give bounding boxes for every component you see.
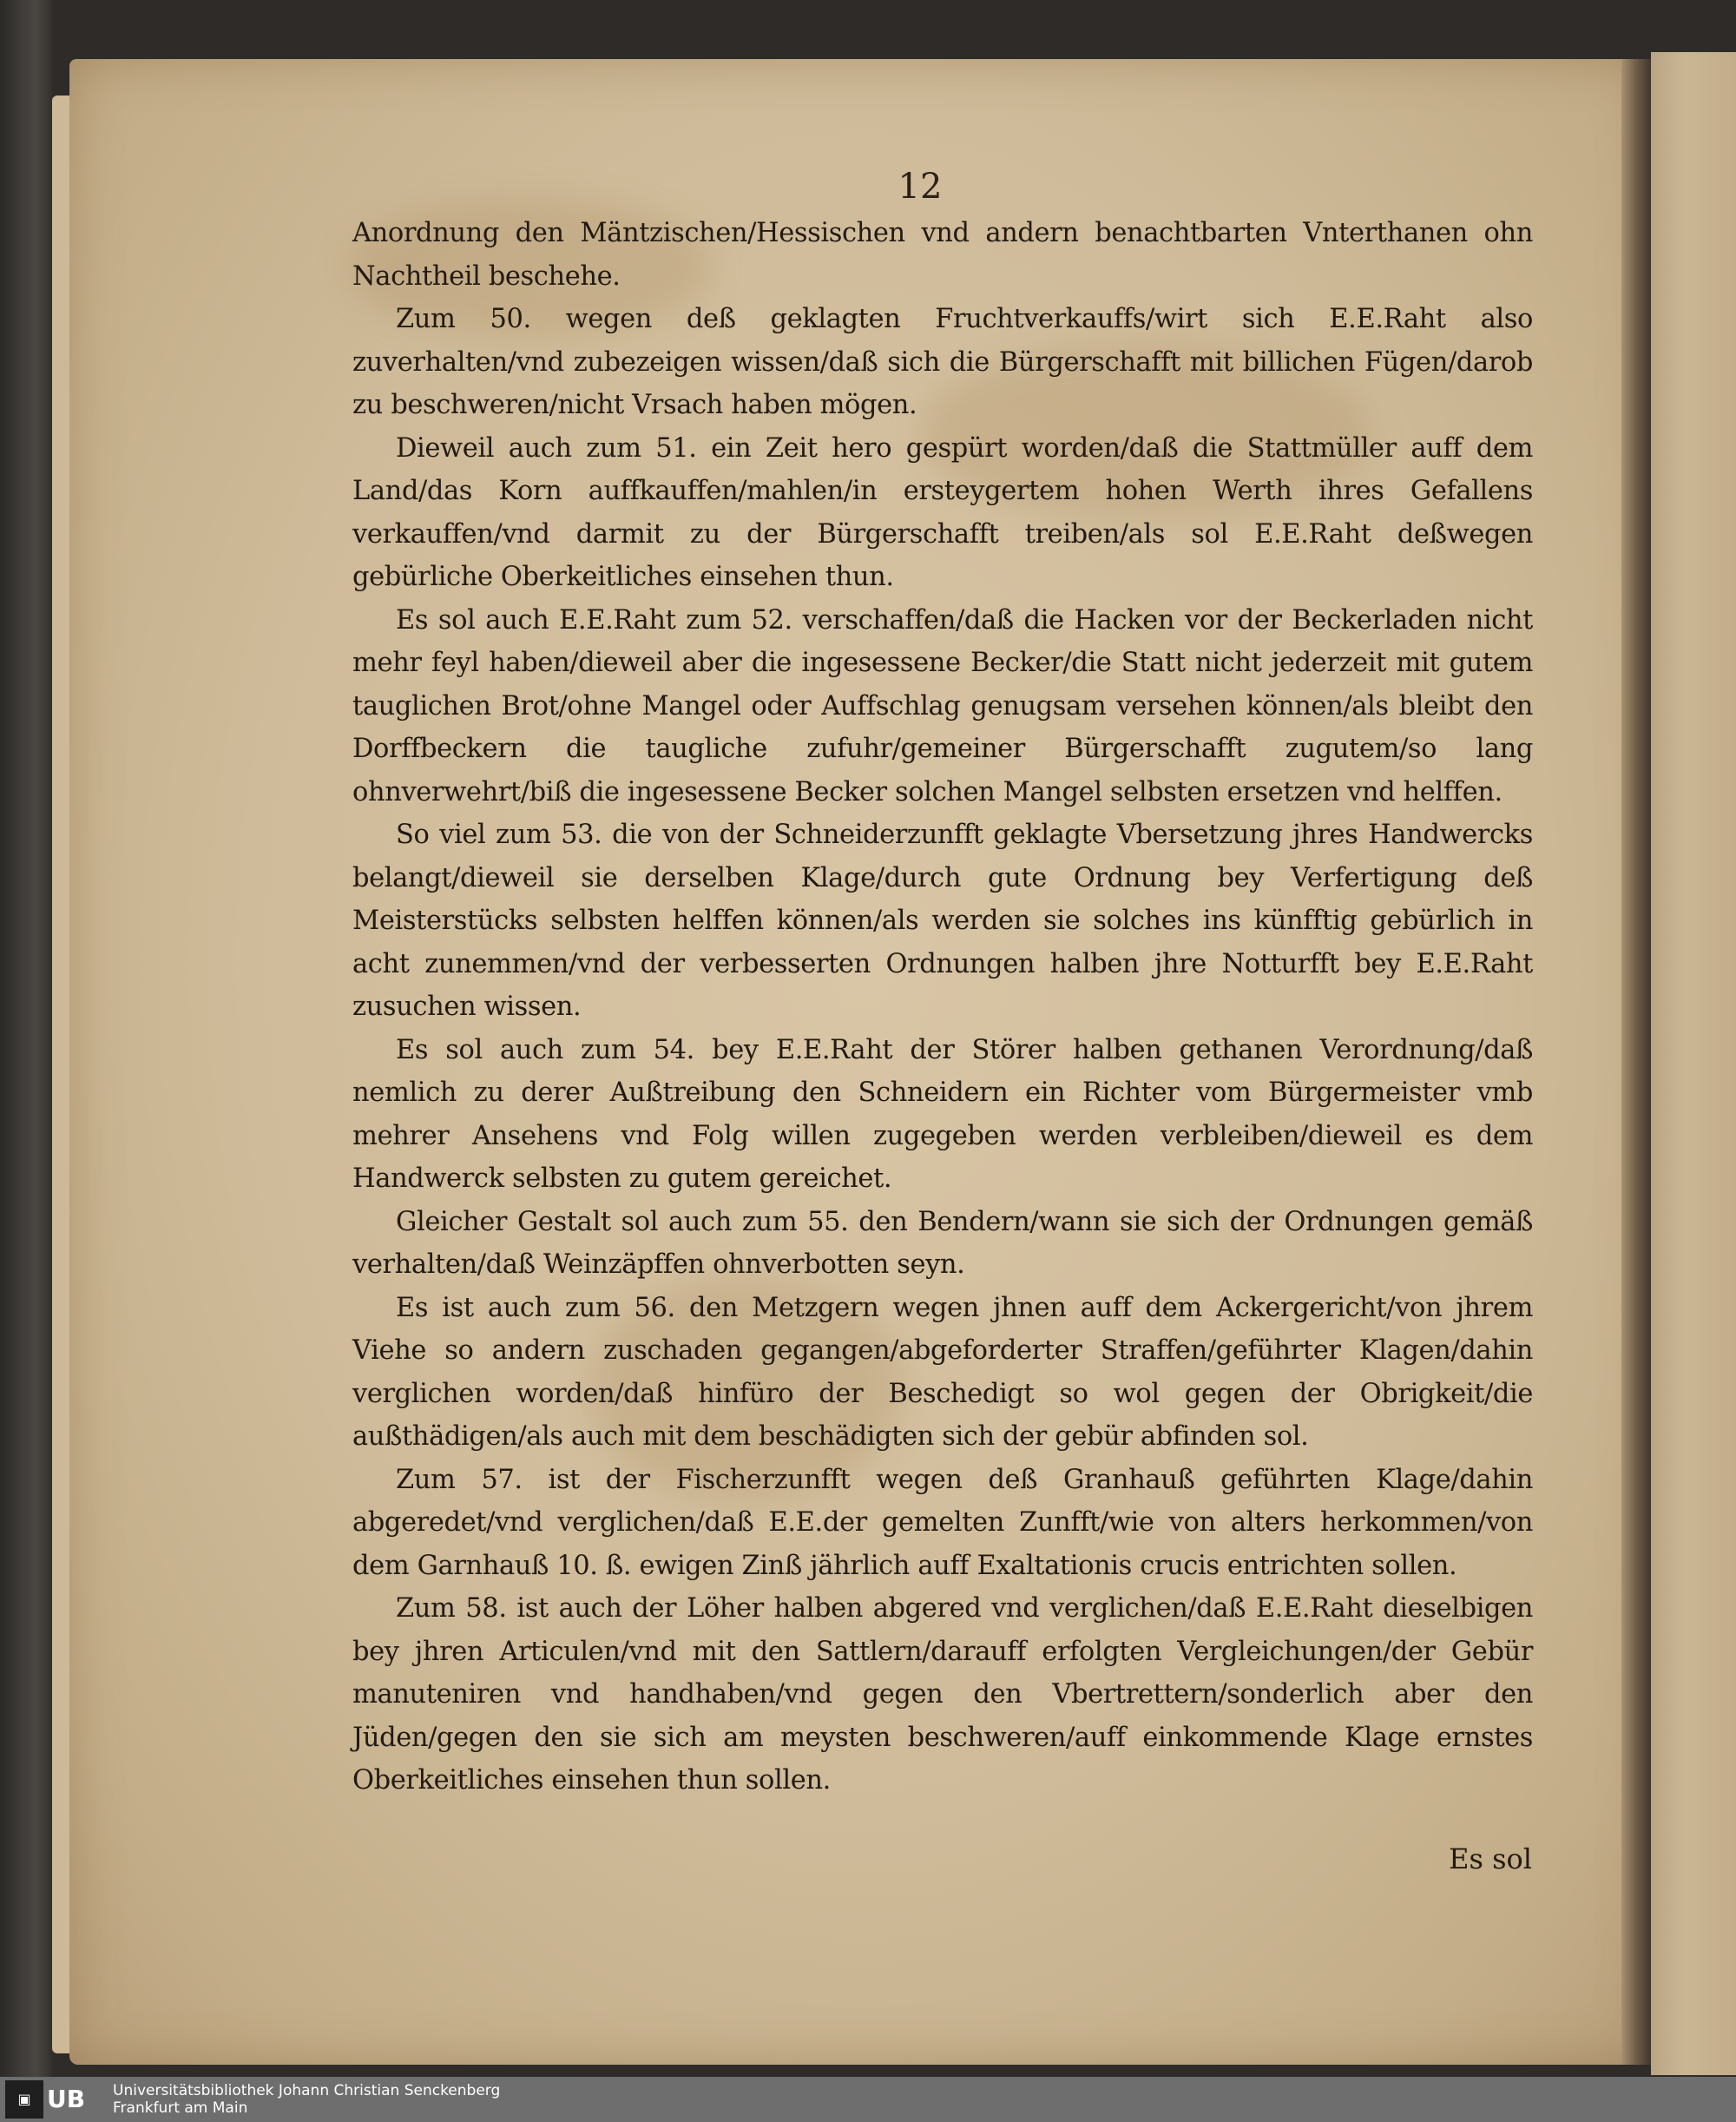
paragraph: Zum 50. wegen deß geklagten Fruchtverkauffs/wirt sich E.E.Raht also zuverhalten/vnd zubezeigen wissen/daß sich die Bürgerschafft mit billichen Fügen/darob zu beschweren/nicht Vrsach haben mögen.	[352, 304, 1533, 420]
library-name: Universitätsbibliothek Johann Christian Senckenberg	[113, 2082, 501, 2099]
library-city: Frankfurt am Main	[113, 2099, 248, 2117]
catchword: Es sol	[1449, 1842, 1532, 1875]
paragraph: Gleicher Gestalt sol auch zum 55. den Bendern/wann sie sich der Ordnungen gemäß verhalten/daß Weinzäpffen ohnverbotten seyn.	[352, 1206, 1533, 1280]
book-gutter	[1621, 59, 1651, 2065]
paragraph: Zum 57. ist der Fischerzunfft wegen deß Granhauß geführten Klage/dahin abgeredet/vnd verglichen/daß E.E.der gemelten Zunfft/wie von alters herkommen/von dem Garnhauß 10. ß. ewigen Zinß jährlich auff Exaltationis crucis entrichten sollen.	[352, 1464, 1533, 1581]
paragraph: So viel zum 53. die von der Schneiderzunfft geklagte Vbersetzung jhres Handwercks belangt/dieweil sie derselben Klage/durch gute Ordnung bey Verfertigung deß Meisterstücks selbsten helffen können/als werden sie solches ins künfftig gebürlich in acht zunemmen/vnd der verbesserten Ordnungen halben jhre Notturfft bey E.E.Raht zusuchen wissen.	[352, 820, 1533, 1022]
paragraph: Anordnung den Mäntzischen/Hessischen vnd andern benachtbarten Vnterthanen ohn Nachtheil beschehe.	[352, 218, 1533, 292]
library-logo-text: UB	[47, 2085, 86, 2113]
paragraph: Es sol auch E.E.Raht zum 52. verschaffen/daß die Hacken vor der Beckerladen nicht mehr feyl haben/dieweil aber die ingesessene Becker/die Statt nicht jederzeit mit gutem tauglichen Brot/ohne Mangel oder Auffschlag genugsam versehen können/als bleibt den Dorffbeckern die taugliche zufuhr/gemeiner Bürgerschafft zugutem/so lang ohnverwehrt/biß die ingesessene Becker solchen Mangel selbsten ersetzen vnd helffen.	[352, 604, 1533, 807]
page-number: 12	[898, 167, 943, 207]
text-block	[352, 212, 1533, 1802]
paragraph: Zum 58. ist auch der Löher halben abgered vnd verglichen/daß E.E.Raht dieselbigen bey jhren Articulen/vnd mit den Sattlern/darauff erfolgten Vergleichungen/der Gebür manuteniren vnd handhaben/vnd gegen den Vbertrettern/sonderlich aber den Jüden/gegen den sie sich am meysten beschweren/auff einkommende Klage ernstes Oberkeitliches einsehen thun sollen.	[352, 1593, 1533, 1796]
library-credit	[113, 2082, 634, 2117]
library-logo-icon: ▣	[5, 2080, 43, 2119]
facing-page-edge	[1651, 52, 1736, 2075]
paragraph: Es ist auch zum 56. den Metzgern wegen jhnen auff dem Ackergericht/von jhrem Viehe so andern zuschaden gegangen/abgeforderter Straffen/geführter Klagen/dahin verglichen worden/daß hinfüro der Beschedigt so wol gegen der Obrigkeit/die außthädigen/als auch mit dem beschädigten sich der gebür abfinden sol.	[352, 1292, 1533, 1452]
paragraph: Es sol auch zum 54. bey E.E.Raht der Störer halben gethanen Verordnung/daß nemlich zu derer Außtreibung den Schneidern ein Richter vom Bürgermeister vmb mehrer Ansehens vnd Folg willen zugegeben werden verbleiben/dieweil es dem Handwerck selbsten zu gutem gereichet.	[352, 1034, 1533, 1194]
paragraph: Dieweil auch zum 51. ein Zeit hero gespürt worden/daß die Stattmüller auff dem Land/das Korn auffkauffen/mahlen/in ersteygertem hohen Werth ihres Gefallens verkauffen/vnd darmit zu der Bürgerschafft treiben/als sol E.E.Raht deßwegen gebürliche Oberkeitliches einsehen thun.	[352, 432, 1533, 592]
